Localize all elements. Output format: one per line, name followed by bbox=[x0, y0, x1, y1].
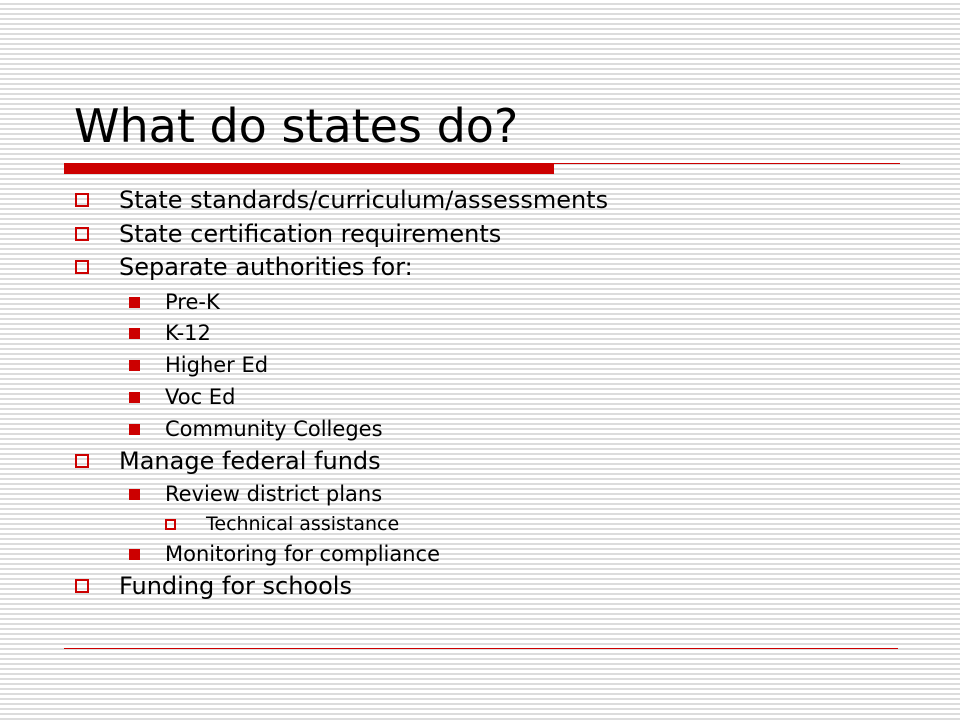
bullet-text: Funding for schools bbox=[119, 572, 352, 600]
bullet-item bbox=[75, 445, 381, 477]
bullet-item bbox=[75, 184, 608, 216]
sub-bullet-item bbox=[129, 317, 211, 349]
hollow-square-bullet-icon bbox=[75, 227, 89, 241]
sub-bullet-text: Monitoring for compliance bbox=[165, 542, 441, 566]
sub-bullet-text: Community Colleges bbox=[165, 417, 383, 441]
hollow-square-bullet-icon bbox=[75, 579, 89, 593]
bullet-text: State standards/curriculum/assessments bbox=[119, 186, 609, 214]
bullet-item bbox=[75, 251, 413, 283]
slide-title: What do states do? bbox=[74, 99, 519, 153]
hollow-square-bullet-icon bbox=[165, 519, 176, 530]
hollow-square-bullet-icon bbox=[75, 193, 89, 207]
sub-bullet-item bbox=[129, 413, 383, 445]
bullet-text: Manage federal funds bbox=[119, 447, 381, 475]
hollow-square-bullet-icon bbox=[75, 454, 89, 468]
sub-bullet-text: Pre-K bbox=[165, 290, 220, 314]
bullet-text: State certification requirements bbox=[119, 220, 502, 248]
bullet-item bbox=[75, 218, 501, 250]
sub-bullet-text: Voc Ed bbox=[165, 385, 236, 409]
footer-rule-line bbox=[64, 648, 898, 649]
sub-bullet-item bbox=[129, 381, 235, 413]
filled-square-bullet-icon bbox=[129, 549, 140, 560]
filled-square-bullet-icon bbox=[129, 360, 140, 371]
sub-bullet-item bbox=[129, 538, 440, 570]
sub-bullet-text: Higher Ed bbox=[165, 353, 269, 377]
sub-bullet-item bbox=[129, 349, 268, 381]
filled-square-bullet-icon bbox=[129, 489, 140, 500]
filled-square-bullet-icon bbox=[129, 328, 140, 339]
sub-bullet-item bbox=[129, 478, 382, 510]
bullet-item bbox=[75, 570, 352, 602]
hollow-square-bullet-icon bbox=[75, 260, 89, 274]
sub-bullet-item bbox=[129, 286, 220, 318]
bullet-text: Separate authorities for: bbox=[119, 253, 413, 281]
title-accent-bar bbox=[64, 163, 554, 174]
filled-square-bullet-icon bbox=[129, 424, 140, 435]
sub-sub-bullet-item bbox=[165, 509, 399, 539]
filled-square-bullet-icon bbox=[129, 297, 140, 308]
filled-square-bullet-icon bbox=[129, 392, 140, 403]
sub-bullet-text: Review district plans bbox=[165, 482, 383, 506]
sub-sub-bullet-text: Technical assistance bbox=[206, 513, 400, 535]
sub-bullet-text: K-12 bbox=[165, 321, 211, 345]
title-rule-line bbox=[554, 163, 900, 164]
